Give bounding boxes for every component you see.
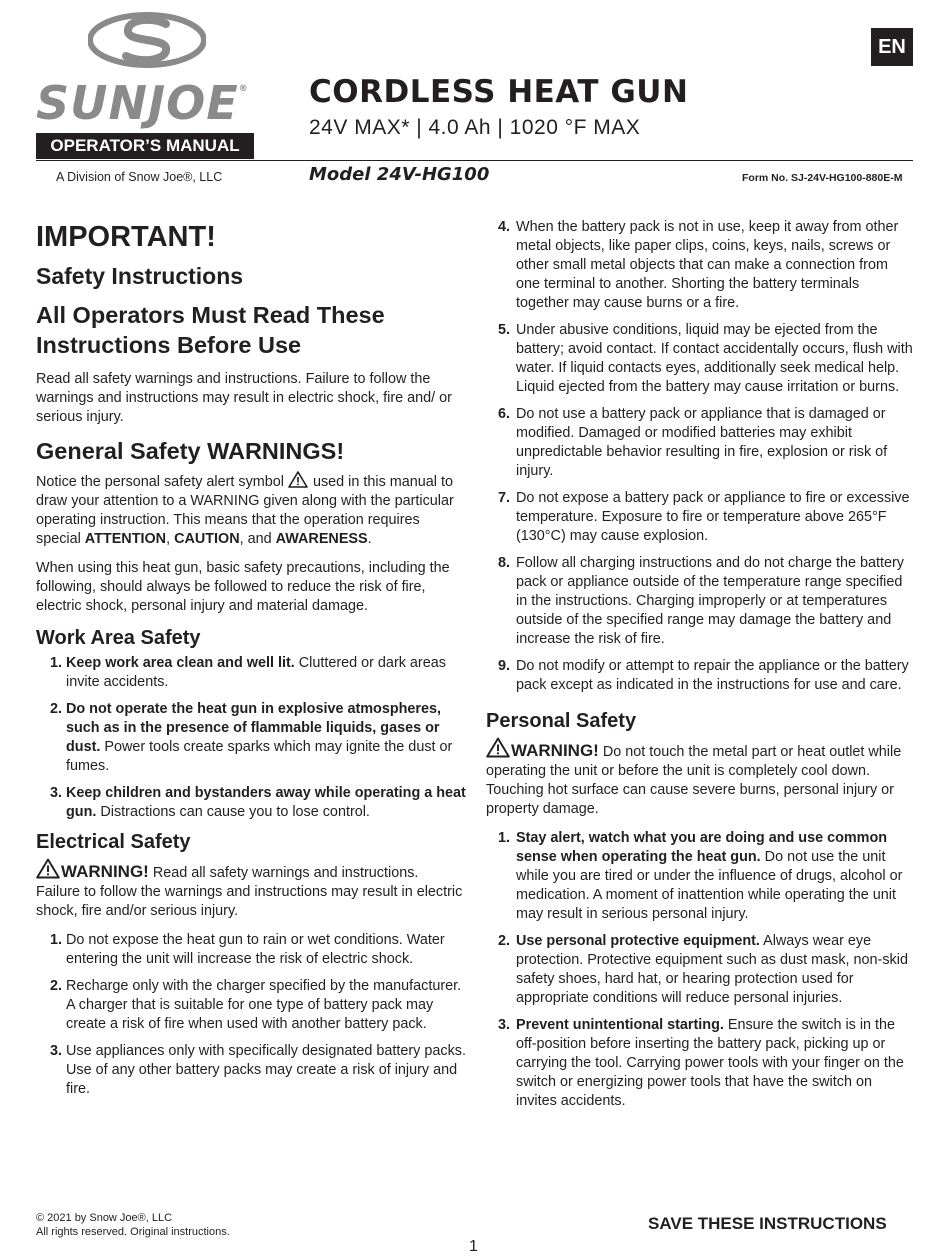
list-item: 5. Under abusive conditions, liquid may be ejected from the battery; avoid contact. If contact accidentally occurs, flush with water. If liquid contacts eyes, additionally seek medical help. Liquid ejected from the battery may cause irritation or burns. [497,322,913,395]
list-item: 1. Do not expose the heat gun to rain or wet conditions. Water entering the unit will increase the risk of electric shock. [49,932,445,967]
copyright: © 2021 by Snow Joe®, LLC All rights reserved. Original instructions. [36,1212,230,1238]
general-warnings-heading: General Safety WARNINGS! [36,438,345,464]
electrical-warning: WARNING! Read all safety warnings and instructions. Failure to follow the warnings and instructions may result in electric shock, fire and/or serious injury. [36,858,466,921]
header-divider [254,160,913,161]
list-item: 8. Follow all charging instructions and do not charge the battery pack or appliance outside of the temperature range specified in the instructions. Charging improperly or at temperatures outside of the specified range may damage the battery and increase the risk of fire. [497,555,904,647]
list-item: 6. Do not use a battery pack or appliance that is damaged or modified. Damaged or modified batteries may exhibit unpredictable behavior resulting in fire, explosion or risk of injury. [497,406,888,479]
all-operators-heading: All Operators Must Read These Instructions Before Use [36,302,385,358]
work-area-heading: Work Area Safety [36,627,201,649]
form-number: Form No. SJ-24V-HG100-880E-M [742,172,903,184]
list-item: 2. Use personal protective equipment. Always wear eye protection. Protective equipment such as dust mask, non-skid safety shoes, hard hat, or hearing protection used for appropriate conditions will reduce personal injuries. [497,933,908,1006]
divider [36,160,254,161]
intro-paragraph: Read all safety warnings and instructions. Failure to follow the warnings and instructions may result in electric shock, fire and/ or serious injury. [36,371,452,425]
model-number: Model 24V-HG100 [309,164,490,185]
list-item: 7. Do not expose a battery pack or appliance to fire or excessive temperature. Exposure to fire or temperature above 265°F (130°C) may cause explosion. [497,490,910,544]
product-spec: 24V MAX* | 4.0 Ah | 1020 °F MAX [309,116,641,139]
warning-triangle-icon [486,737,510,758]
work-area-list [36,654,466,822]
list-item: 2. Recharge only with the charger specified by the manufacturer. A charger that is suitable for one type of battery pack may create a risk of fire when used with another battery pack. [49,978,462,1032]
battery-list [486,218,914,695]
product-title: CORDLESS HEAT GUN [309,74,689,110]
manual-label: OPERATOR’S MANUAL [36,133,254,159]
page-number: 1 [469,1238,478,1255]
notice-paragraph: Notice the personal safety alert symbol used in this manual to draw your attention to a WARNING given along with the particular operating instruction. This means that the operation requires special ATTENTION, CAUTION, and AWARENESS. [36,471,466,549]
left-column [36,220,466,1107]
sunjoe-logo-mark-icon [88,12,206,68]
save-instructions: SAVE THESE INSTRUCTIONS [648,1214,887,1233]
division-text: A Division of Snow Joe®, LLC [56,170,223,184]
warning-triangle-icon [36,858,60,879]
list-item: 3. Keep children and bystanders away while operating a heat gun. Distractions can cause you to lose control. [49,785,466,820]
right-column [486,218,914,1119]
language-badge: EN [871,28,913,66]
personal-warning: WARNING! Do not touch the metal part or heat outlet while operating the unit or before the unit is completely cool down. Touching hot surface can cause severe burns, personal injury or property damage. [486,737,914,819]
list-item: 9. Do not modify or attempt to repair the appliance or the battery pack except as indicated in the instructions for use and care. [497,658,909,693]
list-item: 4. When the battery pack is not in use, keep it away from other metal objects, like paper clips, coins, keys, nails, screws or other small metal objects that can make a connection from one terminal to another. Shorting the battery terminals together may cause burns or a fire. [497,219,899,311]
electrical-list [36,931,466,1099]
brand-name: SUNJOE® [36,76,249,130]
list-item: 1. Keep work area clean and well lit. Cluttered or dark areas invite accidents. [49,655,446,690]
warning-triangle-icon [288,471,308,488]
list-item: 3. Prevent unintentional starting. Ensure the switch is in the off-position before inserting the battery pack, picking up or carrying the tool. Carrying power tools with your finger on the switch or energizing power tools that have the switch on invites accidents. [497,1017,904,1109]
personal-list [486,829,914,1111]
important-heading: IMPORTANT! [36,221,216,253]
list-item: 1. Stay alert, watch what you are doing and use common sense when operating the heat gun. Do not use the unit while you are tired or under the influence of drugs, alcohol or medication. A moment of inattention while operating the unit may result in serious personal injury. [497,830,903,922]
personal-safety-heading: Personal Safety [486,710,637,732]
electrical-safety-heading: Electrical Safety [36,831,191,853]
safety-instructions-heading: Safety Instructions [36,263,244,289]
when-using-paragraph: When using this heat gun, basic safety precautions, including the following, should always be followed to reduce the risk of fire, electric shock, personal injury and material damage. [36,560,450,614]
list-item: 3. Use appliances only with specifically designated battery packs. Use of any other battery packs may create a risk of injury and fire. [49,1043,466,1097]
list-item: 2. Do not operate the heat gun in explosive atmospheres, such as in the presence of flammable liquids, gases or dust. Power tools create sparks which may ignite the dust or fumes. [49,701,453,774]
